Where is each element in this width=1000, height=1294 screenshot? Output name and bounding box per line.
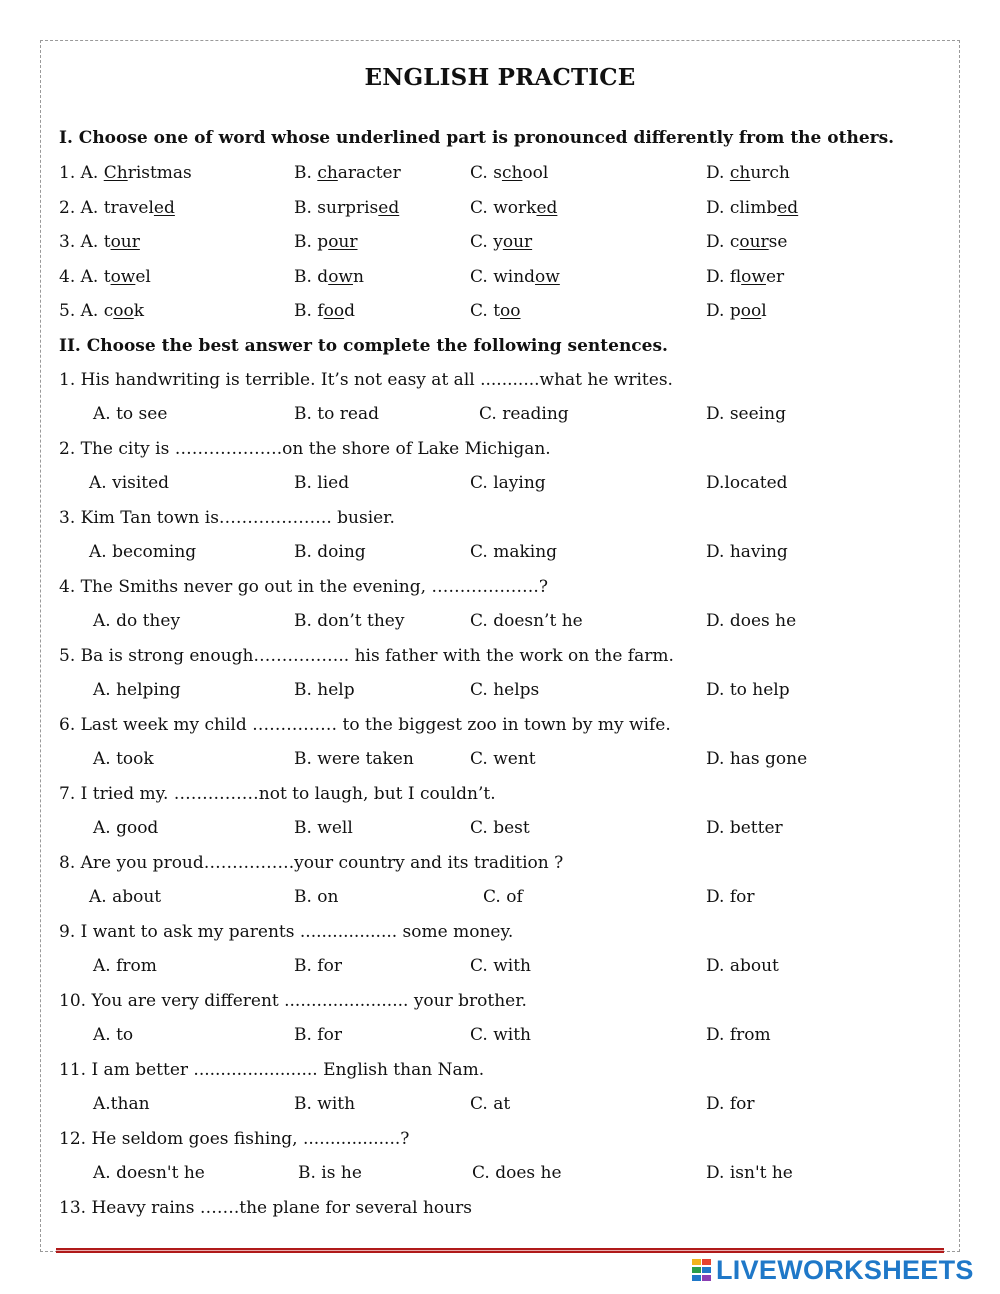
question-10: 10. You are very different ....................... your brother. — [59, 991, 527, 1011]
word-part: B. d — [294, 267, 329, 287]
brand-name: LIVEWORKSHEETS — [716, 1254, 974, 1285]
word-part: C. t — [470, 301, 501, 321]
section1-heading: I. Choose one of word whose underlined part is pronounced differently from the others. — [59, 128, 895, 148]
question-6-option-d[interactable]: D. has gone — [706, 749, 808, 769]
question-12-option-b[interactable]: B. is he — [298, 1163, 362, 1183]
question-3-option-a[interactable]: A. becoming — [89, 542, 197, 562]
word-part: l — [761, 301, 767, 321]
section1-row-5-option-b[interactable] — [294, 299, 355, 323]
word-part: er — [765, 267, 785, 287]
question-11-option-b[interactable]: B. with — [294, 1094, 356, 1114]
question-4-option-d[interactable]: D. does he — [706, 611, 797, 631]
question-2-option-c[interactable]: C. laying — [470, 473, 546, 493]
section1-row-5-option-a[interactable] — [59, 299, 144, 323]
underlined-part: Ch — [103, 163, 128, 183]
section2-heading: II. Choose the best answer to complete the following sentences. — [59, 336, 668, 356]
section1-row-3-option-c[interactable] — [470, 230, 532, 254]
question-7-option-c[interactable]: C. best — [470, 818, 530, 838]
underlined-part: our — [739, 232, 769, 252]
question-10-option-b[interactable]: B. for — [294, 1025, 342, 1045]
question-number: 3. A. — [59, 232, 104, 252]
question-1-option-d[interactable]: D. seeing — [706, 404, 786, 424]
underlined-part: ow — [328, 267, 353, 287]
question-2-option-a[interactable]: A. visited — [89, 473, 170, 493]
question-5-option-b[interactable]: B. help — [294, 680, 355, 700]
word-part: C. s — [470, 163, 502, 183]
question-4: 4. The Smiths never go out in the evening, ……………….? — [59, 577, 548, 597]
underlined-part: ch — [729, 163, 751, 183]
section1-row-4-option-d[interactable] — [706, 265, 784, 289]
word-part: aracter — [337, 163, 401, 183]
page-title: ENGLISH PRACTICE — [364, 64, 636, 91]
underlined-part: our — [328, 232, 358, 252]
underlined-part: ed — [153, 198, 175, 218]
question-6-option-c[interactable]: C. went — [470, 749, 536, 769]
question-number: 2. A. — [59, 198, 104, 218]
underlined-part: ed — [777, 198, 799, 218]
section1-row-4-option-b[interactable] — [294, 265, 364, 289]
section1-row-2-option-d[interactable] — [706, 196, 798, 220]
word-part: ool — [522, 163, 549, 183]
question-2: 2. The city is ……………….on the shore of Lake Michigan. — [59, 439, 551, 459]
underlined-part: oo — [740, 301, 762, 321]
section1-row-2-option-a[interactable] — [59, 196, 175, 220]
question-4-option-a[interactable]: A. do they — [93, 611, 181, 631]
underlined-part: our — [502, 232, 533, 252]
underlined-part: oo — [323, 301, 345, 321]
word-part: B. surpris — [294, 198, 379, 218]
underlined-part: ow — [110, 267, 136, 287]
question-2-option-b[interactable]: B. lied — [294, 473, 350, 493]
question-3-option-c[interactable]: C. making — [470, 542, 558, 562]
word-part: B. — [294, 163, 318, 183]
underlined-part: ow — [741, 267, 766, 287]
underlined-part: oo — [113, 301, 134, 321]
question-7-option-d[interactable]: D. better — [706, 818, 783, 838]
question-number: 5. A. — [59, 301, 104, 321]
question-9-option-c[interactable]: C. with — [470, 956, 531, 976]
question-6-option-b[interactable]: B. were taken — [294, 749, 414, 769]
question-9-option-d[interactable]: D. about — [706, 956, 779, 976]
question-number: 4. A. — [59, 267, 104, 287]
section1-row-5-option-c[interactable] — [470, 299, 521, 323]
question-11-option-c[interactable]: C. at — [470, 1094, 511, 1114]
question-10-option-d[interactable]: D. from — [706, 1025, 771, 1045]
section1-row-5-option-d[interactable] — [706, 299, 767, 323]
word-part: D. — [706, 163, 730, 183]
question-12-option-c[interactable]: C. does he — [472, 1163, 562, 1183]
question-8: 8. Are you proud…………….your country and its tradition ? — [59, 853, 564, 873]
question-9-option-a[interactable]: A. from — [93, 956, 157, 976]
word-part: n — [352, 267, 364, 287]
section1-row-1-option-b[interactable] — [294, 161, 401, 185]
question-1-option-c[interactable]: C. reading — [479, 404, 569, 424]
question-5-option-d[interactable]: D. to help — [706, 680, 790, 700]
underlined-part: ch — [501, 163, 523, 183]
word-part: ristmas — [127, 163, 192, 183]
question-11-option-d[interactable]: D. for — [706, 1094, 755, 1114]
word-part: D. climb — [706, 198, 778, 218]
question-8-option-d[interactable]: D. for — [706, 887, 755, 907]
question-12-option-d[interactable]: D. isn't he — [706, 1163, 793, 1183]
section1-row-4-option-c[interactable] — [470, 265, 560, 289]
section1-row-1-option-a[interactable] — [59, 161, 192, 185]
section1-row-1-option-d[interactable] — [706, 161, 790, 185]
underlined-part: ed — [536, 198, 558, 218]
question-5-option-a[interactable]: A. helping — [93, 680, 181, 700]
question-8-option-a[interactable]: A. about — [89, 887, 162, 907]
section1-row-3-option-d[interactable] — [706, 230, 787, 254]
question-1: 1. His handwriting is terrible. It’s not easy at all ...........what he writes. — [59, 370, 673, 390]
question-2-option-d[interactable]: D.located — [706, 473, 788, 493]
question-number: 1. A. — [59, 163, 104, 183]
underlined-part: our — [110, 232, 140, 252]
word-part: C. wind — [470, 267, 536, 287]
question-1-option-a[interactable]: A. to see — [93, 404, 168, 424]
section1-row-1-option-c[interactable] — [470, 161, 548, 185]
underlined-part: ow — [535, 267, 560, 287]
word-part: D. fl — [706, 267, 742, 287]
question-3: 3. Kim Tan town is……………….. busier. — [59, 508, 395, 528]
word-part: urch — [750, 163, 790, 183]
question-10-option-c[interactable]: C. with — [470, 1025, 531, 1045]
question-4-option-b[interactable]: B. don’t they — [294, 611, 405, 631]
word-part: travel — [103, 198, 154, 218]
word-part: B. f — [294, 301, 324, 321]
word-part: B. p — [294, 232, 329, 252]
question-8-option-c[interactable]: C. of — [483, 887, 523, 907]
question-3-option-b[interactable]: B. doing — [294, 542, 366, 562]
question-12: 12. He seldom goes fishing, ..................? — [59, 1129, 410, 1149]
question-12-option-a[interactable]: A. doesn't he — [93, 1163, 205, 1183]
section1-row-4-option-a[interactable] — [59, 265, 151, 289]
question-6: 6. Last week my child …………… to the biggest zoo in town by my wife. — [59, 715, 671, 735]
question-5: 5. Ba is strong enough…………….. his father with the work on the farm. — [59, 646, 674, 666]
question-5-option-c[interactable]: C. helps — [470, 680, 540, 700]
section1-row-3-option-a[interactable] — [59, 230, 140, 254]
section1-row-2-option-b[interactable] — [294, 196, 399, 220]
word-part: C. work — [470, 198, 537, 218]
word-part: C. y — [470, 232, 503, 252]
word-part: d — [344, 301, 355, 321]
question-7-option-b[interactable]: B. well — [294, 818, 353, 838]
word-part: D. p — [706, 301, 741, 321]
section1-row-2-option-c[interactable] — [470, 196, 557, 220]
question-9: 9. I want to ask my parents .................. some money. — [59, 922, 514, 942]
word-part: D. c — [706, 232, 740, 252]
question-13: 13. Heavy rains …….the plane for several hours — [59, 1198, 472, 1218]
word-part: t — [103, 232, 111, 252]
question-1-option-b[interactable]: B. to read — [294, 404, 379, 424]
question-3-option-d[interactable]: D. having — [706, 542, 788, 562]
question-7-option-a[interactable]: A. good — [93, 818, 159, 838]
question-9-option-b[interactable]: B. for — [294, 956, 342, 976]
word-part: el — [135, 267, 151, 287]
brand-footer[interactable] — [692, 1253, 974, 1287]
word-part: k — [133, 301, 145, 321]
section1-row-3-option-b[interactable] — [294, 230, 358, 254]
underlined-part: ch — [317, 163, 338, 183]
underlined-part: ed — [378, 198, 400, 218]
question-11: 11. I am better ....................... English than Nam. — [59, 1060, 485, 1080]
question-11-option-a[interactable]: A.than — [93, 1094, 150, 1114]
question-8-option-b[interactable]: B. on — [294, 887, 339, 907]
question-7: 7. I tried my. ……………not to laugh, but I couldn’t. — [59, 784, 496, 804]
question-10-option-a[interactable]: A. to — [93, 1025, 134, 1045]
question-4-option-c[interactable]: C. doesn’t he — [470, 611, 583, 631]
word-part: t — [103, 267, 111, 287]
word-part: se — [768, 232, 788, 252]
question-6-option-a[interactable]: A. took — [93, 749, 154, 769]
word-part: c — [103, 301, 114, 321]
liveworksheets-logo-icon — [692, 1259, 712, 1281]
underlined-part: oo — [500, 301, 521, 321]
